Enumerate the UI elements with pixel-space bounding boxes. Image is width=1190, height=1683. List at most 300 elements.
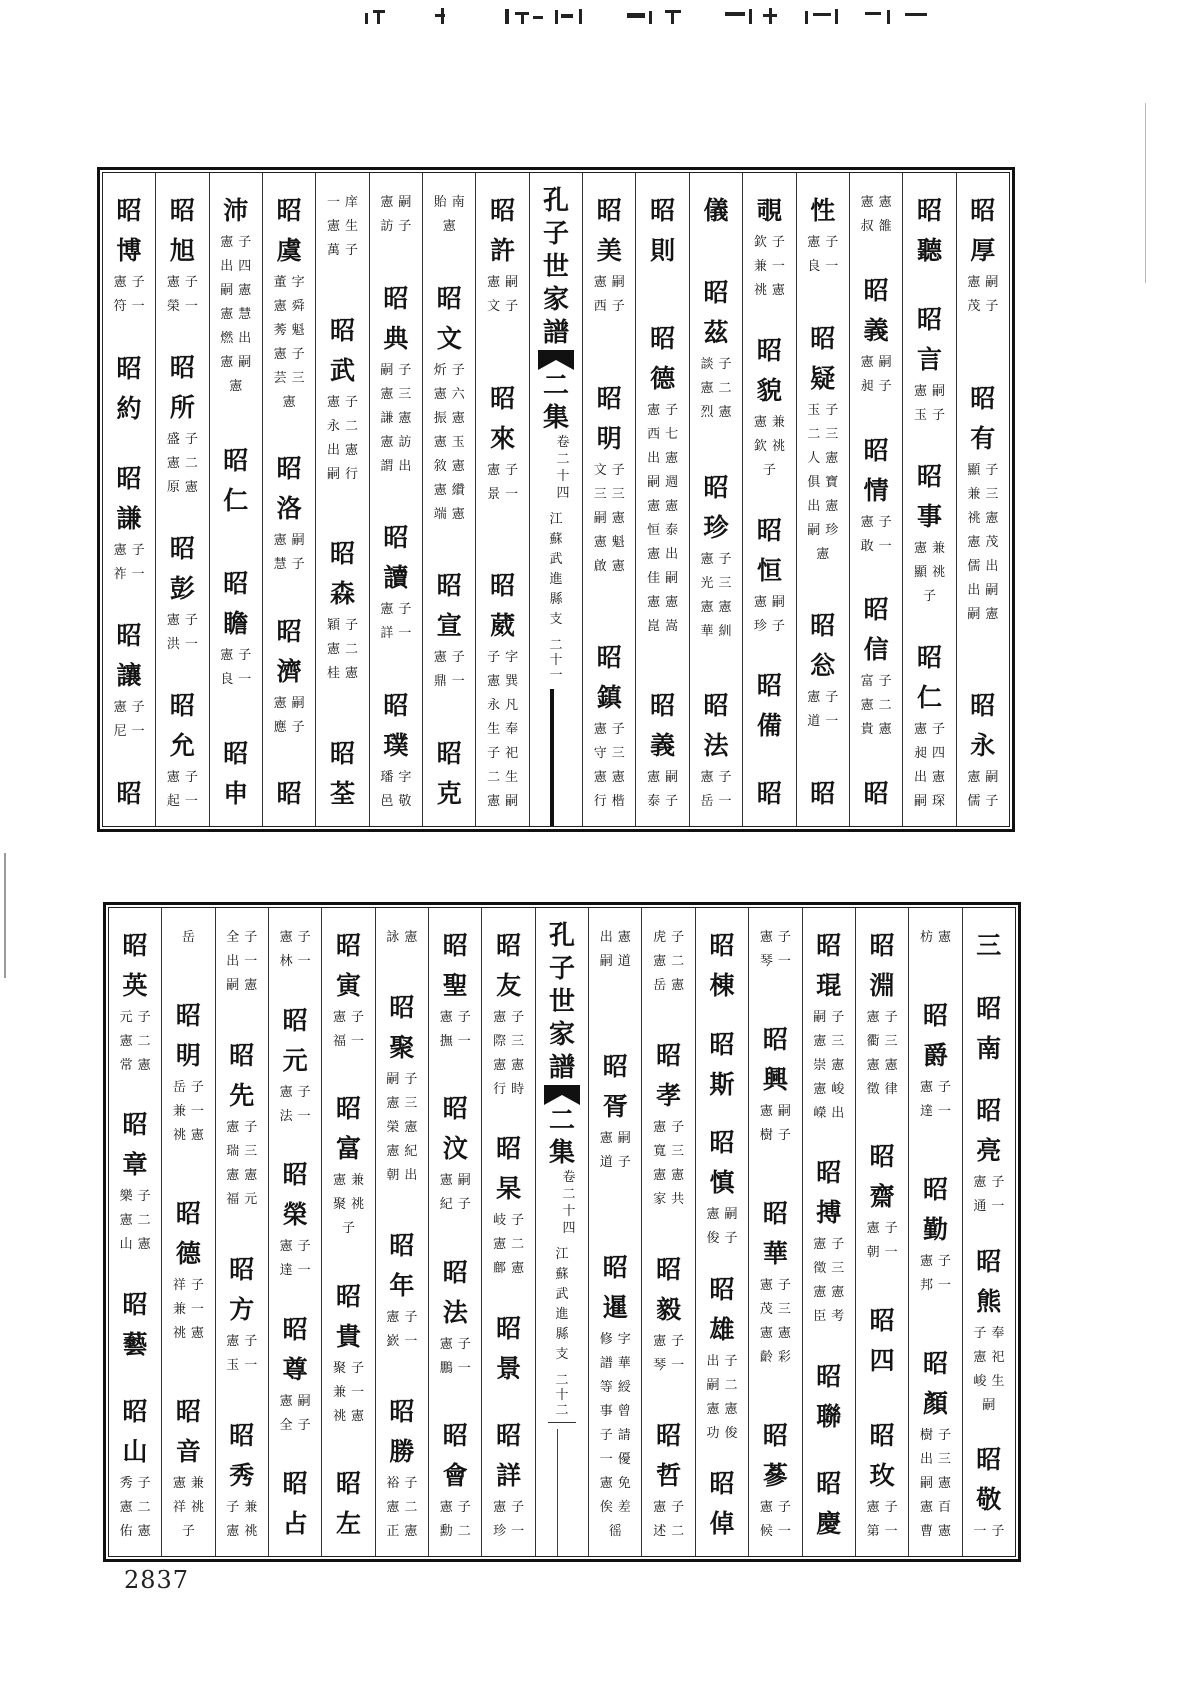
genealogy-column	[582, 173, 635, 826]
genealogy-entry	[962, 379, 1003, 627]
annotation-line: 嗣週	[647, 474, 684, 490]
genealogy-column	[315, 173, 368, 826]
annotation-line: 叔雒	[860, 219, 897, 234]
genealogy-entry	[802, 606, 843, 734]
annotation-line: 嗣憲	[220, 283, 257, 298]
annotation-line: 俊子	[706, 1231, 743, 1246]
person-name: 昭敬	[976, 1445, 1002, 1514]
annotation-line: 璠字	[380, 769, 417, 785]
annotation-line: 憲二	[119, 1499, 156, 1515]
annotation-line: 謙憲	[380, 410, 417, 426]
annotation	[168, 1274, 209, 1346]
annotation-line: 憲巽	[487, 674, 524, 689]
annotation-line: 談子	[700, 357, 737, 373]
annotation	[802, 399, 843, 567]
annotation-line: 俟差	[599, 1500, 636, 1515]
annotation	[269, 692, 310, 740]
annotation-line: 出憲	[599, 930, 636, 945]
annotation-line: 徵三	[813, 1261, 850, 1277]
annotation-line: 詠憲	[386, 930, 423, 945]
annotation-line: 憲兼	[753, 414, 790, 430]
annotation-line: 憲憲	[647, 498, 684, 514]
annotation-line: 嗣子	[380, 362, 417, 378]
annotation-line: 憲嗣	[860, 354, 897, 370]
annotation-line: 憲子	[273, 347, 310, 362]
person-name: 昭永	[970, 691, 996, 760]
annotation-line: 光三	[700, 575, 737, 591]
genealogy-entry	[755, 1416, 796, 1544]
annotation	[375, 766, 416, 814]
genealogy-entry	[162, 529, 203, 657]
genealogy-entry	[696, 273, 737, 425]
genealogy-entry	[648, 1036, 689, 1212]
genealogy-entry	[702, 1270, 743, 1446]
annotation	[115, 1185, 156, 1257]
genealogy-entry	[702, 1123, 743, 1251]
genealogy-entry	[109, 459, 150, 587]
annotation-line: 子兼	[226, 1500, 263, 1515]
annotation	[749, 411, 790, 483]
annotation	[856, 511, 897, 559]
genealogy-entry	[816, 1464, 842, 1544]
genealogy-entry	[269, 191, 310, 415]
annotation-line: 憲二	[700, 381, 737, 397]
annotation	[435, 1333, 476, 1381]
annotation-line: 昶子	[860, 378, 897, 394]
genealogy-entry	[335, 1464, 361, 1544]
genealogy-column	[268, 908, 321, 1556]
annotation	[749, 591, 790, 639]
annotation	[915, 1076, 956, 1124]
annotation-line: 憲二	[119, 1213, 156, 1229]
annotation-line: 事曾	[599, 1404, 636, 1419]
genealogy-entry	[968, 1091, 1009, 1219]
person-name: 昭珍	[703, 472, 729, 542]
genealogy-entry	[221, 1036, 262, 1212]
annotation	[375, 598, 416, 646]
genealogy-entry	[915, 926, 956, 950]
genealogy-entry	[856, 271, 897, 399]
annotation-line: 憲二	[386, 1500, 423, 1515]
genealogy-entry	[749, 191, 790, 303]
annotation-line: 祧憲	[753, 283, 790, 298]
annotation-line: 憲祧	[226, 1524, 263, 1539]
person-name: 昭瞻	[223, 568, 249, 638]
annotation-line: 祥祧	[172, 1500, 209, 1515]
annotation-line: 憲子	[913, 722, 950, 737]
annotation-line: 憲嗣	[753, 594, 790, 610]
annotation	[962, 459, 1003, 627]
annotation-line: 憲子	[220, 235, 257, 250]
annotation-line: 邑敬	[380, 793, 417, 809]
annotation-line: 元子	[119, 1010, 156, 1025]
genealogy-entry	[915, 1344, 956, 1544]
person-name: 三	[976, 931, 1002, 960]
annotation-line: 子祀	[487, 746, 524, 761]
genealogy-entry	[709, 1464, 735, 1544]
person-name: 昭淵	[869, 931, 895, 1000]
annotation-line: 憲二	[119, 1034, 156, 1049]
annotation-line: 憲子	[700, 551, 737, 567]
annotation-line: 憲憲	[593, 770, 630, 785]
person-name: 昭明	[596, 383, 622, 453]
annotation-line: 憲憲	[706, 1401, 743, 1417]
annotation-line: 泰子	[647, 794, 684, 809]
person-name: 昭友	[496, 931, 522, 1000]
annotation-line: 憲子	[653, 1500, 690, 1515]
person-name: 昭彭	[169, 534, 195, 603]
genealogy-entry	[916, 191, 942, 271]
annotation-line: 敘憲	[433, 458, 470, 474]
annotation	[275, 1390, 316, 1438]
genealogy-entry	[869, 1301, 895, 1381]
person-name: 昭	[863, 779, 889, 808]
person-name: 昭英	[122, 931, 148, 1000]
genealogy-entry	[221, 1250, 262, 1378]
annotation-line: 鄜憲	[493, 1261, 530, 1277]
genealogy-entry	[322, 534, 363, 686]
annotation-line: 嶔一	[386, 1334, 423, 1349]
annotation	[381, 926, 422, 950]
annotation-line: 憲二	[493, 1237, 530, 1253]
person-name: 昭左	[335, 1468, 361, 1538]
genealogy-entry	[915, 996, 956, 1124]
genealogy-entry	[595, 1248, 636, 1544]
genealogy-entry	[429, 279, 470, 527]
person-name: 昭疑	[810, 323, 836, 393]
genealogy-entry	[856, 191, 897, 239]
annotation	[435, 1006, 476, 1054]
person-name: 昭	[276, 778, 302, 808]
annotation-line: 正憲	[386, 1524, 423, 1539]
annotation-line: 良一	[220, 671, 257, 687]
annotation	[381, 1472, 422, 1544]
person-name: 昭占	[282, 1469, 308, 1538]
annotation-line: 憲三	[813, 1034, 850, 1049]
annotation-line: 盛子	[166, 432, 203, 447]
person-name: 昭方	[229, 1255, 255, 1324]
genealogy-entry	[709, 1025, 735, 1105]
annotation	[862, 1496, 903, 1544]
annotation	[915, 1424, 956, 1544]
person-name: 昭虞	[276, 196, 302, 265]
genealogy-entry	[862, 926, 903, 1102]
genealogy-entry	[322, 191, 363, 263]
genealogy-column	[375, 908, 428, 1556]
person-name: 昭慎	[709, 1128, 735, 1197]
annotation-line: 憲子	[919, 1254, 956, 1269]
annotation-line: 法一	[279, 1108, 316, 1124]
annotation-line: 行楷	[593, 794, 630, 809]
genealogy-entry	[436, 734, 462, 814]
annotation-line: 憲祀	[973, 1349, 1010, 1365]
annotation	[915, 1250, 956, 1298]
annotation	[595, 926, 636, 974]
annotation-line: 候一	[759, 1524, 796, 1539]
genealogy-entry	[909, 638, 950, 814]
person-name: 昭博	[116, 196, 142, 265]
annotation-line: 朝出	[386, 1168, 423, 1183]
annotation-line: 兼三	[967, 486, 1004, 502]
annotation-line: 譜華	[599, 1356, 636, 1371]
annotation	[322, 191, 363, 263]
person-name: 昭仁	[223, 446, 249, 516]
annotation-line: 曹憲	[919, 1524, 956, 1539]
annotation-line: 憲子	[647, 402, 684, 418]
annotation-line: 三三	[593, 486, 630, 502]
person-name: 昭亮	[976, 1096, 1002, 1165]
annotation-line: 芸三	[273, 371, 310, 386]
book-title: 孔子世家譜	[542, 186, 569, 348]
annotation-line: 烈憲	[700, 405, 737, 421]
annotation-line: 嗣	[982, 1397, 1001, 1413]
annotation-line: 朝一	[866, 1245, 903, 1261]
annotation	[381, 1306, 422, 1354]
annotation-line: 瑞三	[226, 1144, 263, 1159]
annotation-line: 憲子	[759, 930, 796, 945]
collection-label: 二集	[542, 371, 569, 433]
annotation-line: 齡彩	[759, 1350, 796, 1365]
annotation-line: 憲嗣	[593, 275, 630, 290]
annotation	[968, 1171, 1009, 1219]
annotation-line: 憲三	[386, 1096, 423, 1111]
page-number: 2837	[124, 1566, 190, 1594]
annotation	[162, 609, 203, 657]
annotation-line: 憲憲	[759, 1326, 796, 1341]
annotation-line: 聚祧	[333, 1197, 370, 1213]
annotation-line: 玉子	[807, 402, 844, 418]
annotation-line: 憲子	[439, 1010, 476, 1025]
annotation	[589, 459, 630, 579]
annotation	[702, 1203, 743, 1251]
genealogy-column	[956, 173, 1009, 826]
genealogy-entry	[756, 666, 782, 746]
annotation-line: 佳嗣	[647, 570, 684, 586]
annotation-line: 山憲	[119, 1237, 156, 1253]
genealogy-entry	[435, 1416, 476, 1544]
person-name: 昭德	[650, 323, 676, 393]
genealogy-column	[103, 173, 155, 826]
person-name: 昭事	[916, 462, 942, 531]
annotation-line: 憲憲	[226, 1168, 263, 1183]
annotation-line: 憲嗣	[273, 533, 310, 549]
annotation-line: 憲子	[493, 1499, 530, 1515]
annotation-line: 憲兼	[172, 1476, 209, 1491]
person-name: 昭	[756, 779, 782, 808]
genealogy-entry	[650, 191, 676, 271]
annotation-line: 嗣憲	[593, 510, 630, 526]
annotation-line: 生奉	[487, 722, 524, 737]
person-name: 昭貌	[756, 335, 782, 405]
annotation-line: 憲子	[653, 1120, 690, 1135]
annotation-line: 岳一	[700, 793, 737, 809]
annotation	[595, 1127, 636, 1175]
genealogy-entry	[802, 319, 843, 567]
person-name: 昭貴	[335, 1281, 361, 1351]
annotation-line: 憲子	[653, 1334, 690, 1349]
genealogy-column	[481, 908, 534, 1556]
annotation-line: 俱寶	[807, 474, 844, 490]
annotation-line: 佑憲	[119, 1523, 156, 1539]
annotation-line: 穎子	[327, 618, 364, 634]
genealogy-entry	[488, 1416, 529, 1544]
person-name: 昭寅	[335, 931, 361, 1000]
annotation	[488, 1209, 529, 1281]
annotation-line: 子	[762, 462, 781, 478]
annotation-line: 憲憲	[813, 1285, 850, 1301]
annotation	[802, 231, 843, 279]
genealogy-entry	[223, 441, 249, 521]
annotation-line: 道一	[807, 714, 844, 730]
volume-label: 卷二十四	[562, 1170, 576, 1236]
genealogy-entry	[648, 1416, 689, 1544]
genealogy-entry	[595, 926, 636, 974]
annotation-line: 憲舜	[273, 299, 310, 314]
annotation-line: 虎子	[653, 930, 690, 945]
annotation-line: 出三	[919, 1452, 956, 1467]
person-name: 昭森	[329, 539, 355, 609]
annotation-line: 憲子	[700, 769, 737, 785]
annotation-line: 嗣珍	[807, 522, 844, 538]
person-name: 昭厚	[970, 196, 996, 265]
person-name: 昭讓	[116, 621, 142, 691]
annotation	[168, 1076, 209, 1148]
annotation-line: 憲嗣	[380, 195, 417, 210]
annotation-line: 嶸出	[813, 1106, 850, 1121]
annotation-line: 憲嗣	[599, 1131, 636, 1146]
annotation	[648, 926, 689, 998]
annotation	[381, 1068, 422, 1188]
genealogy-entry	[696, 468, 737, 644]
annotation-line: 嗣憲	[919, 1476, 956, 1491]
person-name: 昭年	[389, 1231, 415, 1300]
annotation-line: 憲嗣	[439, 1173, 476, 1189]
annotation-line: 憲子	[226, 1120, 263, 1135]
genealogy-entry	[275, 1310, 316, 1438]
fishtail-mark-icon	[542, 1085, 582, 1105]
annotation-line: 憲子	[487, 462, 524, 478]
annotation-line: 全子	[279, 1417, 316, 1433]
person-name: 昭葳	[490, 571, 516, 640]
genealogy-entry	[810, 774, 836, 814]
person-name: 昭信	[863, 595, 889, 665]
annotation-line: 樹子	[919, 1428, 956, 1443]
annotation-line: 子	[922, 589, 941, 604]
person-name: 昭會	[442, 1420, 468, 1490]
genealogy-entry	[162, 191, 203, 319]
genealogy-entry	[275, 926, 316, 974]
genealogy-entry	[115, 926, 156, 1078]
genealogy-entry	[808, 1153, 849, 1329]
annotation-line: 徭	[608, 1524, 627, 1539]
annotation-line: 二三	[807, 426, 844, 442]
annotation-line: 寬三	[653, 1144, 690, 1159]
genealogy-entry	[375, 279, 416, 479]
annotation-line: 全子	[226, 930, 263, 945]
page-center-strip	[529, 173, 582, 826]
genealogy-column	[422, 173, 475, 826]
annotation	[808, 1233, 849, 1329]
annotation	[755, 1274, 796, 1370]
annotation-line: 憲子	[166, 275, 203, 290]
annotation	[435, 1169, 476, 1217]
annotation-line: 桂憲	[327, 666, 364, 682]
column-grid	[109, 908, 1015, 1556]
annotation	[162, 271, 203, 319]
annotation	[856, 670, 897, 742]
person-name: 覗	[756, 196, 782, 225]
annotation	[962, 271, 1003, 319]
genealogy-entry	[482, 379, 523, 507]
annotation	[429, 191, 470, 239]
annotation-line: 憲子	[226, 1334, 263, 1349]
annotation	[909, 718, 950, 814]
scan-edge-line	[1145, 103, 1146, 283]
annotation-line: 憲嗣	[220, 355, 257, 370]
person-name: 昭華	[762, 1199, 788, 1268]
annotation-line: 子字	[487, 650, 524, 665]
person-name: 昭宣	[436, 571, 462, 641]
annotation-line: 嗣憲	[967, 606, 1004, 622]
person-name: 昭義	[650, 691, 676, 760]
genealogy-entry	[642, 319, 683, 639]
annotation-line: 玉子	[913, 408, 950, 423]
annotation	[375, 191, 416, 239]
annotation-line: 述二	[653, 1524, 690, 1539]
person-name: 昭仁	[916, 643, 942, 712]
person-name: 昭藝	[122, 1289, 148, 1359]
genealogy-page-lower	[103, 902, 1021, 1562]
annotation-line: 憲紀	[386, 1144, 423, 1159]
person-name: 昭南	[976, 993, 1002, 1063]
annotation-line: 憲子	[759, 1500, 796, 1515]
person-name: 昭則	[650, 196, 676, 265]
person-name: 昭聖	[442, 931, 468, 1000]
genealogy-entry	[482, 566, 523, 814]
annotation	[856, 351, 897, 399]
annotation-line: 珍一	[493, 1523, 530, 1539]
person-name: 昭克	[436, 738, 462, 808]
annotation-line: 昶四	[913, 746, 950, 761]
genealogy-entry	[269, 449, 310, 577]
annotation	[275, 1081, 316, 1129]
person-name: 昭暹	[602, 1253, 628, 1322]
annotation-line: 際三	[493, 1034, 530, 1049]
annotation-line: 出嗣	[967, 582, 1004, 598]
annotation-line: 憲子	[113, 700, 150, 716]
person-name: 昭茲	[703, 278, 729, 348]
annotation-line: 鼎一	[433, 674, 470, 690]
genealogy-entry	[269, 612, 310, 740]
annotation-line: 徵律	[866, 1082, 903, 1097]
genealogy-entry	[589, 638, 630, 814]
person-name: 昭謙	[116, 463, 142, 533]
genealogy-entry	[275, 1155, 316, 1283]
annotation-line: 憲憲	[493, 1058, 530, 1073]
person-name: 昭所	[169, 353, 195, 422]
annotation-line: 憲子	[386, 1310, 423, 1325]
annotation-line: 出四	[220, 259, 257, 274]
annotation-line: 貴憲	[860, 722, 897, 738]
annotation-line: 達一	[919, 1104, 956, 1119]
genealogy-entry	[162, 686, 203, 814]
person-name: 昭武	[329, 315, 355, 385]
person-name: 昭齋	[869, 1142, 895, 1212]
annotation	[488, 1496, 529, 1544]
annotation-line: 貽南	[433, 195, 470, 210]
annotation-line: 功俊	[706, 1425, 743, 1441]
annotation-line: 樂子	[119, 1189, 156, 1205]
